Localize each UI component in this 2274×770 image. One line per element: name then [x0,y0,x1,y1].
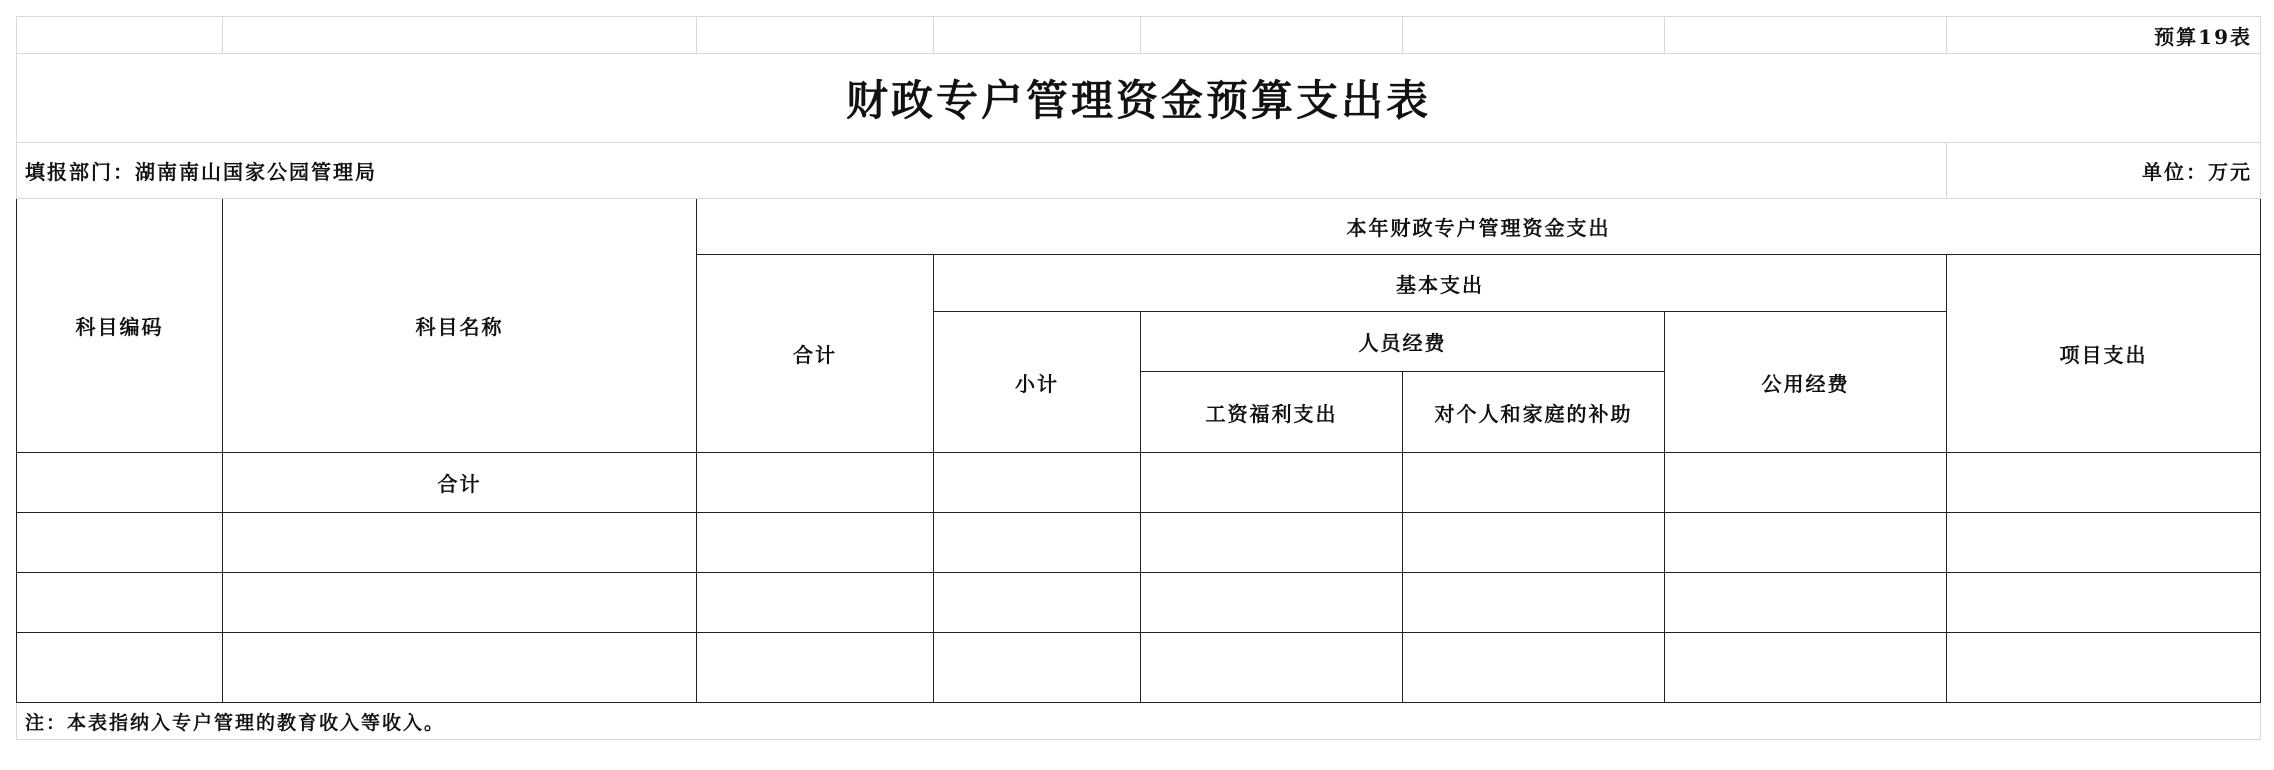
cell-subtotal[interactable] [934,633,1141,703]
budget-table [16,16,2261,740]
header-personnel: 人员经费 [1141,312,1665,372]
table-row [17,453,2261,513]
empty-cell[interactable] [17,17,223,54]
cell-name[interactable] [223,633,697,703]
cell-name[interactable] [223,513,697,573]
cell-total[interactable] [697,453,934,513]
cell-code[interactable] [17,573,223,633]
empty-cell[interactable] [1665,17,1947,54]
cell-subsidy[interactable] [1403,573,1665,633]
cell-project[interactable] [1947,633,2261,703]
header-basic: 基本支出 [934,255,1947,312]
cell-subtotal[interactable] [934,573,1141,633]
cell-salary[interactable] [1141,453,1403,513]
cell-salary[interactable] [1141,573,1403,633]
empty-cell[interactable] [1141,17,1403,54]
cell-name[interactable]: 合计 [223,453,697,513]
cell-total[interactable] [697,633,934,703]
cell-code[interactable] [17,453,223,513]
header-total: 合计 [697,255,934,453]
header-public: 公用经费 [1665,312,1947,453]
cell-subsidy[interactable] [1403,453,1665,513]
cell-code[interactable] [17,633,223,703]
cell-subtotal[interactable] [934,453,1141,513]
cell-public[interactable] [1665,453,1947,513]
cell-subsidy[interactable] [1403,513,1665,573]
header-current-year: 本年财政专户管理资金支出 [697,199,2261,255]
cell-project[interactable] [1947,453,2261,513]
cell-salary[interactable] [1141,513,1403,573]
cell-public[interactable] [1665,633,1947,703]
empty-cell[interactable] [934,17,1141,54]
department-label: 填报部门：湖南南山国家公园管理局 [17,143,1947,199]
cell-public[interactable] [1665,573,1947,633]
header-subtotal: 小计 [934,312,1141,453]
empty-cell[interactable] [223,17,697,54]
cell-public[interactable] [1665,513,1947,573]
footnote: 注：本表指纳入专户管理的教育收入等收入。 [17,703,2261,740]
empty-cell[interactable] [697,17,934,54]
header-subject-code: 科目编码 [17,199,223,453]
header-project: 项目支出 [1947,255,2261,453]
cell-project[interactable] [1947,513,2261,573]
empty-cell[interactable] [1403,17,1665,54]
cell-salary[interactable] [1141,633,1403,703]
unit-label: 单位：万元 [1947,143,2261,199]
header-salary: 工资福利支出 [1141,372,1403,453]
cell-name[interactable] [223,573,697,633]
cell-code[interactable] [17,513,223,573]
form-code: 预算19表 [1947,17,2261,54]
header-subject-name: 科目名称 [223,199,697,453]
table-row [17,573,2261,633]
header-subsidy: 对个人和家庭的补助 [1403,372,1665,453]
cell-project[interactable] [1947,573,2261,633]
cell-subtotal[interactable] [934,513,1141,573]
table-row [17,633,2261,703]
cell-subsidy[interactable] [1403,633,1665,703]
cell-total[interactable] [697,573,934,633]
table-row [17,513,2261,573]
page-title: 财政专户管理资金预算支出表 [17,54,2261,143]
cell-total[interactable] [697,513,934,573]
